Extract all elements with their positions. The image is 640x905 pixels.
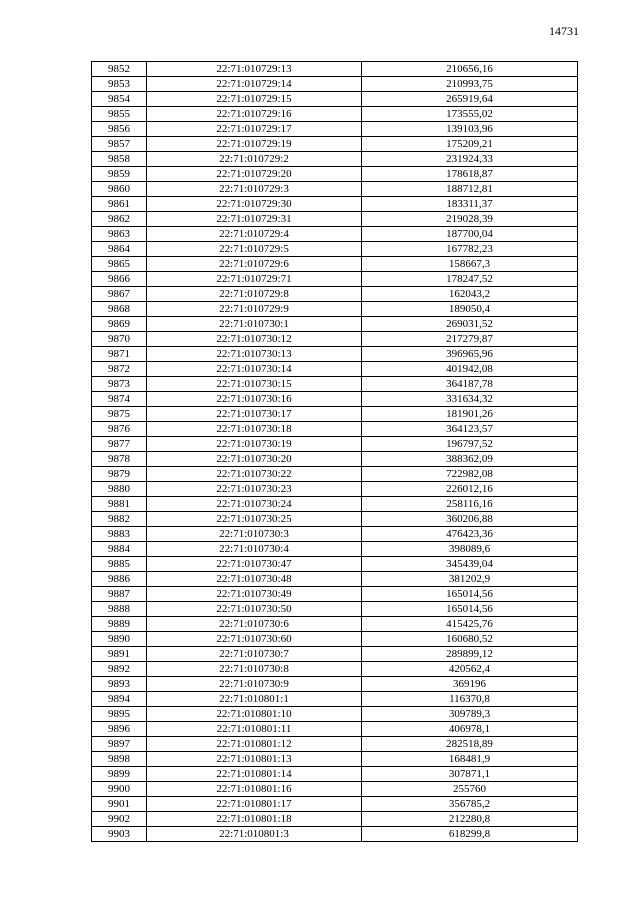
cadastral-number-cell: 22:71:010729:17	[147, 122, 362, 137]
cadastral-value-cell: 364187,78	[362, 377, 578, 392]
cadastral-number-cell: 22:71:010730:7	[147, 647, 362, 662]
cadastral-number-cell: 22:71:010801:1	[147, 692, 362, 707]
table-row	[92, 62, 578, 77]
row-number-cell: 9853	[92, 77, 147, 92]
table-row	[92, 227, 578, 242]
cadastral-value-cell: 476423,36	[362, 527, 578, 542]
cadastral-value-cell: 406978,1	[362, 722, 578, 737]
cadastral-value-cell: 364123,57	[362, 422, 578, 437]
cadastral-value-cell: 255760	[362, 782, 578, 797]
cadastral-number-cell: 22:71:010730:1	[147, 317, 362, 332]
cadastral-value-cell: 381202,9	[362, 572, 578, 587]
cadastral-value-cell: 269031,52	[362, 317, 578, 332]
row-number-cell: 9869	[92, 317, 147, 332]
cadastral-value-cell: 401942,08	[362, 362, 578, 377]
table-row	[92, 302, 578, 317]
cadastral-value-cell: 188712,81	[362, 182, 578, 197]
cadastral-number-cell: 22:71:010729:15	[147, 92, 362, 107]
table-row	[92, 167, 578, 182]
cadastral-number-cell: 22:71:010730:17	[147, 407, 362, 422]
table-row	[92, 347, 578, 362]
table-row	[92, 557, 578, 572]
cadastral-number-cell: 22:71:010730:47	[147, 557, 362, 572]
cadastral-value-cell: 265919,64	[362, 92, 578, 107]
row-number-cell: 9873	[92, 377, 147, 392]
table-row	[92, 707, 578, 722]
cadastral-number-cell: 22:71:010730:20	[147, 452, 362, 467]
table-row	[92, 377, 578, 392]
cadastral-number-cell: 22:71:010729:14	[147, 77, 362, 92]
table-row	[92, 587, 578, 602]
row-number-cell: 9861	[92, 197, 147, 212]
cadastral-number-cell: 22:71:010730:23	[147, 482, 362, 497]
cadastral-value-cell: 396965,96	[362, 347, 578, 362]
cadastral-number-cell: 22:71:010730:22	[147, 467, 362, 482]
cadastral-value-cell: 309789,3	[362, 707, 578, 722]
cadastral-value-cell: 415425,76	[362, 617, 578, 632]
row-number-cell: 9865	[92, 257, 147, 272]
cadastral-number-cell: 22:71:010729:16	[147, 107, 362, 122]
cadastral-number-cell: 22:71:010730:19	[147, 437, 362, 452]
row-number-cell: 9903	[92, 827, 147, 842]
cadastral-value-cell: 210656,16	[362, 62, 578, 77]
row-number-cell: 9862	[92, 212, 147, 227]
row-number-cell: 9878	[92, 452, 147, 467]
cadastral-value-cell: 722982,08	[362, 467, 578, 482]
table-row	[92, 77, 578, 92]
cadastral-value-cell: 331634,32	[362, 392, 578, 407]
table-row	[92, 212, 578, 227]
row-number-cell: 9868	[92, 302, 147, 317]
row-number-cell: 9896	[92, 722, 147, 737]
cadastral-number-cell: 22:71:010729:20	[147, 167, 362, 182]
table-row	[92, 827, 578, 842]
page-number: 14731	[549, 24, 579, 38]
table-row	[92, 482, 578, 497]
table-row	[92, 257, 578, 272]
cadastral-number-cell: 22:71:010801:16	[147, 782, 362, 797]
cadastral-number-cell: 22:71:010730:50	[147, 602, 362, 617]
row-number-cell: 9875	[92, 407, 147, 422]
cadastral-value-cell: 210993,75	[362, 77, 578, 92]
row-number-cell: 9901	[92, 797, 147, 812]
table-row	[92, 692, 578, 707]
cadastral-number-cell: 22:71:010801:13	[147, 752, 362, 767]
row-number-cell: 9866	[92, 272, 147, 287]
cadastral-value-cell: 139103,96	[362, 122, 578, 137]
cadastral-value-cell: 226012,16	[362, 482, 578, 497]
table-row	[92, 572, 578, 587]
table-row	[92, 92, 578, 107]
cadastral-number-cell: 22:71:010729:9	[147, 302, 362, 317]
row-number-cell: 9897	[92, 737, 147, 752]
cadastral-number-cell: 22:71:010730:6	[147, 617, 362, 632]
cadastral-value-cell: 165014,56	[362, 587, 578, 602]
cadastral-number-cell: 22:71:010801:12	[147, 737, 362, 752]
cadastral-number-cell: 22:71:010729:5	[147, 242, 362, 257]
cadastral-number-cell: 22:71:010729:4	[147, 227, 362, 242]
table-row	[92, 437, 578, 452]
row-number-cell: 9876	[92, 422, 147, 437]
table-row	[92, 242, 578, 257]
cadastral-number-cell: 22:71:010729:3	[147, 182, 362, 197]
table-row	[92, 137, 578, 152]
row-number-cell: 9864	[92, 242, 147, 257]
cadastral-number-cell: 22:71:010730:13	[147, 347, 362, 362]
table-row	[92, 197, 578, 212]
table-row	[92, 272, 578, 287]
cadastral-number-cell: 22:71:010729:30	[147, 197, 362, 212]
row-number-cell: 9891	[92, 647, 147, 662]
table-row	[92, 617, 578, 632]
row-number-cell: 9890	[92, 632, 147, 647]
table-row	[92, 317, 578, 332]
cadastral-value-cell: 356785,2	[362, 797, 578, 812]
cadastral-value-cell: 189050,4	[362, 302, 578, 317]
table-row	[92, 497, 578, 512]
row-number-cell: 9899	[92, 767, 147, 782]
table-row	[92, 782, 578, 797]
table-row	[92, 797, 578, 812]
table-row	[92, 152, 578, 167]
cadastral-value-cell: 388362,09	[362, 452, 578, 467]
cadastral-number-cell: 22:71:010729:71	[147, 272, 362, 287]
table-row	[92, 722, 578, 737]
cadastral-value-cell: 175209,21	[362, 137, 578, 152]
cadastral-value-cell: 168481,9	[362, 752, 578, 767]
cadastral-value-cell: 173555,02	[362, 107, 578, 122]
cadastral-value-cell: 116370,8	[362, 692, 578, 707]
cadastral-number-cell: 22:71:010730:3	[147, 527, 362, 542]
cadastral-value-table	[91, 61, 578, 842]
cadastral-value-cell: 219028,39	[362, 212, 578, 227]
table-row	[92, 737, 578, 752]
cadastral-value-cell: 282518,89	[362, 737, 578, 752]
table-row	[92, 752, 578, 767]
cadastral-value-cell: 165014,56	[362, 602, 578, 617]
row-number-cell: 9884	[92, 542, 147, 557]
table-body	[92, 62, 578, 842]
cadastral-value-cell: 369196	[362, 677, 578, 692]
table-row	[92, 392, 578, 407]
cadastral-value-cell: 187700,04	[362, 227, 578, 242]
table-row	[92, 467, 578, 482]
row-number-cell: 9858	[92, 152, 147, 167]
table-row	[92, 287, 578, 302]
table-row	[92, 512, 578, 527]
cadastral-number-cell: 22:71:010730:16	[147, 392, 362, 407]
cadastral-number-cell: 22:71:010730:15	[147, 377, 362, 392]
row-number-cell: 9892	[92, 662, 147, 677]
cadastral-number-cell: 22:71:010729:31	[147, 212, 362, 227]
row-number-cell: 9856	[92, 122, 147, 137]
table-row	[92, 527, 578, 542]
cadastral-value-cell: 196797,52	[362, 437, 578, 452]
cadastral-number-cell: 22:71:010801:18	[147, 812, 362, 827]
cadastral-number-cell: 22:71:010729:8	[147, 287, 362, 302]
row-number-cell: 9863	[92, 227, 147, 242]
cadastral-number-cell: 22:71:010729:2	[147, 152, 362, 167]
table-row	[92, 362, 578, 377]
table-row	[92, 107, 578, 122]
cadastral-value-cell: 158667,3	[362, 257, 578, 272]
row-number-cell: 9871	[92, 347, 147, 362]
row-number-cell: 9852	[92, 62, 147, 77]
row-number-cell: 9867	[92, 287, 147, 302]
table-row	[92, 602, 578, 617]
row-number-cell: 9874	[92, 392, 147, 407]
row-number-cell: 9883	[92, 527, 147, 542]
row-number-cell: 9893	[92, 677, 147, 692]
row-number-cell: 9880	[92, 482, 147, 497]
cadastral-number-cell: 22:71:010730:49	[147, 587, 362, 602]
cadastral-value-cell: 258116,16	[362, 497, 578, 512]
cadastral-value-cell: 212280,8	[362, 812, 578, 827]
row-number-cell: 9888	[92, 602, 147, 617]
table-row	[92, 182, 578, 197]
row-number-cell: 9894	[92, 692, 147, 707]
table-row	[92, 812, 578, 827]
table-row	[92, 422, 578, 437]
cadastral-value-cell: 345439,04	[362, 557, 578, 572]
table-row	[92, 677, 578, 692]
cadastral-number-cell: 22:71:010730:25	[147, 512, 362, 527]
cadastral-value-cell: 178247,52	[362, 272, 578, 287]
row-number-cell: 9882	[92, 512, 147, 527]
table-row	[92, 407, 578, 422]
cadastral-value-cell: 398089,6	[362, 542, 578, 557]
table-row	[92, 452, 578, 467]
table-row	[92, 767, 578, 782]
cadastral-value-cell: 289899,12	[362, 647, 578, 662]
cadastral-value-cell: 167782,23	[362, 242, 578, 257]
row-number-cell: 9872	[92, 362, 147, 377]
cadastral-number-cell: 22:71:010729:19	[147, 137, 362, 152]
table-row	[92, 542, 578, 557]
row-number-cell: 9881	[92, 497, 147, 512]
row-number-cell: 9902	[92, 812, 147, 827]
cadastral-number-cell: 22:71:010801:17	[147, 797, 362, 812]
cadastral-value-cell: 217279,87	[362, 332, 578, 347]
row-number-cell: 9887	[92, 587, 147, 602]
cadastral-value-cell: 618299,8	[362, 827, 578, 842]
cadastral-number-cell: 22:71:010730:4	[147, 542, 362, 557]
cadastral-value-cell: 307871,1	[362, 767, 578, 782]
cadastral-number-cell: 22:71:010730:8	[147, 662, 362, 677]
cadastral-value-cell: 231924,33	[362, 152, 578, 167]
cadastral-value-cell: 160680,52	[362, 632, 578, 647]
table-row	[92, 332, 578, 347]
cadastral-number-cell: 22:71:010730:12	[147, 332, 362, 347]
cadastral-number-cell: 22:71:010729:6	[147, 257, 362, 272]
row-number-cell: 9898	[92, 752, 147, 767]
cadastral-number-cell: 22:71:010801:11	[147, 722, 362, 737]
row-number-cell: 9870	[92, 332, 147, 347]
cadastral-value-cell: 420562,4	[362, 662, 578, 677]
cadastral-value-cell: 181901,26	[362, 407, 578, 422]
cadastral-number-cell: 22:71:010801:3	[147, 827, 362, 842]
cadastral-number-cell: 22:71:010730:18	[147, 422, 362, 437]
row-number-cell: 9860	[92, 182, 147, 197]
row-number-cell: 9900	[92, 782, 147, 797]
row-number-cell: 9886	[92, 572, 147, 587]
cadastral-value-cell: 183311,37	[362, 197, 578, 212]
row-number-cell: 9895	[92, 707, 147, 722]
row-number-cell: 9854	[92, 92, 147, 107]
table-row	[92, 122, 578, 137]
cadastral-number-cell: 22:71:010729:13	[147, 62, 362, 77]
row-number-cell: 9879	[92, 467, 147, 482]
row-number-cell: 9859	[92, 167, 147, 182]
row-number-cell: 9885	[92, 557, 147, 572]
cadastral-number-cell: 22:71:010730:48	[147, 572, 362, 587]
cadastral-number-cell: 22:71:010730:24	[147, 497, 362, 512]
cadastral-value-cell: 178618,87	[362, 167, 578, 182]
row-number-cell: 9857	[92, 137, 147, 152]
cadastral-number-cell: 22:71:010801:14	[147, 767, 362, 782]
table-row	[92, 632, 578, 647]
cadastral-number-cell: 22:71:010730:9	[147, 677, 362, 692]
cadastral-value-cell: 162043,2	[362, 287, 578, 302]
table-row	[92, 662, 578, 677]
cadastral-number-cell: 22:71:010801:10	[147, 707, 362, 722]
row-number-cell: 9855	[92, 107, 147, 122]
cadastral-number-cell: 22:71:010730:14	[147, 362, 362, 377]
row-number-cell: 9877	[92, 437, 147, 452]
cadastral-number-cell: 22:71:010730:60	[147, 632, 362, 647]
table-row	[92, 647, 578, 662]
row-number-cell: 9889	[92, 617, 147, 632]
cadastral-value-cell: 360206,88	[362, 512, 578, 527]
